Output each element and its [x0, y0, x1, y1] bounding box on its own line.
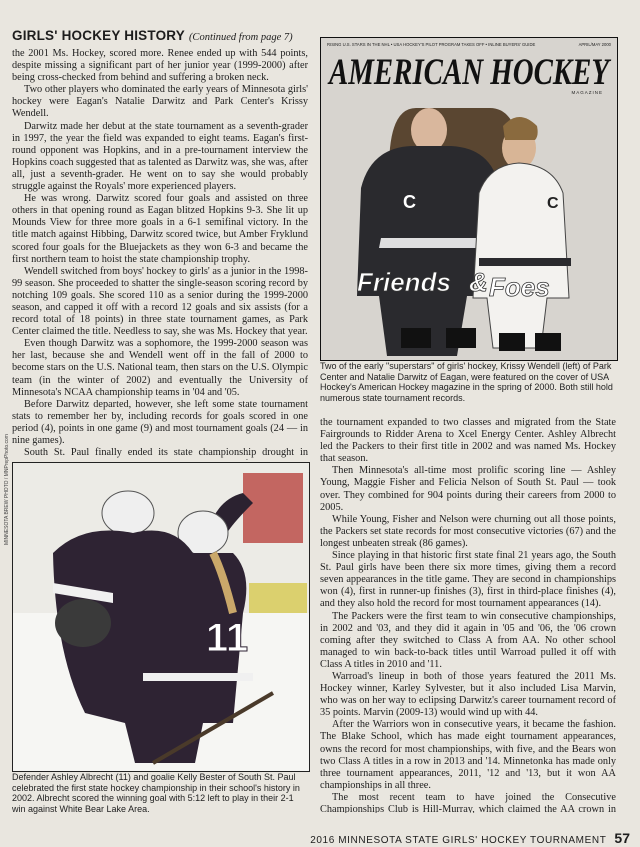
- right-article-column: [320, 417, 616, 813]
- cover-jersey-right: C: [547, 195, 559, 212]
- paragraph: He was wrong. Darwitz scored four goals and assisted on three others in that opening round as Eagan blitzed Hopkins 9-3. She lit up Mounds View for three more goals in a 6-1 semifinal victory. In the title match against Hibbing, Darwitz scored twice, but Amber Fryklund scored four goals for the Bluejackets as they won 6-3 and became the first northern team to hoist the state championship trophy.: [12, 193, 308, 265]
- paragraph: The Packers were the first team to win consecutive championships, in 2002 and '03, and they did it again in '05 and '06, the '06 crown coming after they switched to Class A from AA. No other school managed to win back-to-back titles until Warroad pulled it off with Class A titles in 2010 and '11.: [320, 610, 616, 670]
- paragraph: the tournament expanded to two classes and migrated from the State Fairgrounds to Ridder Arena to Xcel Energy Center. Ashley Albrecht led the Packers to their first title in 2002 and was named Ms. Hockey that season.: [320, 417, 616, 465]
- paragraph: Warroad's lineup in both of those years featured the 2011 Ms. Hockey winner, Karley Sylvester, but it also included Lisa Marvin, who was on her way to eclipsing Darwitz's career tournament record of 35 points. Marvin (2009-13) would wind up with 44.: [320, 670, 616, 719]
- cover-jersey-left: C: [403, 192, 416, 212]
- celebration-caption: Defender Ashley Albrecht (11) and goalie Kelly Bester of South St. Paul celebrated the first state hockey championship in their school's history in 2002. Albrecht scored the winning goal with 5:12 left to play in their 2-1 win against White Bear Lake Area.: [12, 772, 300, 814]
- cover-tagline: RISING U.S. STARS IN THE NHL • USA HOCKEY'S PILOT PROGRAM TAKES OFF • INLINE BUYERS' GUIDE: [327, 42, 536, 47]
- cover-headline-part1: Friends: [357, 267, 451, 297]
- jersey-number: 11: [205, 616, 249, 660]
- paragraph: Since playing in that historic first state final 21 years ago, the South St. Paul girls have been there six more times, giving them a record seven appearances in the title game. They are second in championships won (4), first in runner-up finishes (3), first in third-place finishes (4), and they also hold the record for most tournament appearances (14).: [320, 550, 616, 610]
- cover-date: APRIL/MAY 2000: [578, 42, 611, 47]
- page-footer: [290, 830, 630, 846]
- paragraph: Even though Darwitz was a sophomore, the 1999-2000 season was her last, because she and Wendell went off in the fall of 2000 to become stars on the U.S. National team, then stars on the U.S. Olympic team (in the winter of 2002) and eventually the University of Minnesota's NCAA championship teams in '04 and '05.: [12, 338, 308, 398]
- footer-title: 2016 MINNESOTA STATE GIRLS' HOCKEY TOURNAMENT: [310, 835, 607, 846]
- cover-caption: Two of the early "superstars" of girls' hockey, Krissy Wendell (left) of Park Center and Natalie Darwitz of Eagan, were featured on the cover of USA Hockey's American Hockey magazine in the spring of 2000. Both still hold numerous state tournament records.: [320, 361, 613, 403]
- left-article-column: [12, 48, 308, 460]
- article-heading: [12, 28, 312, 44]
- cover-masthead: AMERICAN HOCKEY: [327, 52, 612, 93]
- magazine-cover-photo: [320, 37, 618, 361]
- celebration-photo: [12, 462, 310, 772]
- paragraph: Then Minnesota's all-time most prolific scoring line — Ashley Young, Maggie Fisher and Felicia Nelson of South St. Paul — took over. They combined for 904 points during their careers from 2000 to 2005.: [320, 465, 616, 513]
- paragraph: Before Darwitz departed, however, she left some state tournament stats to remember her by, including records for goals scored in one period (4), points in one game (9) and most tournament goals (24 — in nine games).: [12, 398, 308, 446]
- paragraph: Darwitz made her debut at the state tournament as a seventh-grader in 1997, the year the field was expanded to eight teams. Eagan's first-round opponent was Hopkins, and in a pre-tournament interview the Hopkins coach suggested that as talented as Darwitz was, she was, after all, just a seventh-grader. He went on to say she would probably struggle against the Royals' more experienced players.: [12, 120, 308, 193]
- paragraph: Wendell switched from boys' hockey to girls' as a junior in the 1998-99 season. She proceeded to shatter the single-season scoring record by notching 109 goals. She scored 110 as a senior during the 1999-2000 season, and capped it off with a record 12 goals and six assists (for a record total of 18 points) in three state tournament games, as Park Center claimed the title. Needless to say, she was Ms. Hockey that year.: [12, 265, 308, 338]
- paragraph: After the Warriors won in consecutive years, it became the fashion. The Blake School, which has made eight tournament appearances, owns the record for most championships, with five, and the Bears won two Class A titles in a row in 2013 and '14. Minnetonka has made only three tournament appearances, 2011, '12 and '13, but it won AA championships in all three.: [320, 719, 616, 791]
- continued-note: (Continued from page 7): [188, 32, 293, 43]
- article-title: GIRLS' HOCKEY HISTORY: [12, 28, 185, 43]
- cover-sub-masthead: MAGAZINE: [571, 90, 603, 95]
- cover-headline-part2: Foes: [489, 272, 550, 302]
- photo-credit: MINNESOTA BREW PHOTO / MNPrepPhoto.com: [4, 434, 10, 545]
- cover-headline-ampersand: &: [469, 267, 488, 297]
- page-number: 57: [614, 830, 630, 846]
- paragraph: Two other players who dominated the early years of Minnesota girls' hockey were Eagan's Natalie Darwitz and Park Center's Krissy Wendell.: [12, 84, 308, 120]
- paragraph: South St. Paul finally ended its state championship drought in: [24, 447, 308, 459]
- paragraph: While Young, Fisher and Nelson were churning out all those points, the Packers set state records for most consecutive victories (67) and the longest unbeaten streak (86 games).: [320, 513, 616, 549]
- cover-illustration: [321, 38, 617, 360]
- paragraph: the 2001 Ms. Hockey, scored more. Renee ended up with 544 points, despite missing a significant part of her junior year (1999-2000) after being cross-checked from behind and suffering a broken neck.: [12, 48, 308, 84]
- celebration-illustration: [13, 463, 309, 771]
- paragraph: The most recent team to have joined the Consecutive Championships Club is Hill-Murray, which claimed the AA crown in: [320, 791, 616, 813]
